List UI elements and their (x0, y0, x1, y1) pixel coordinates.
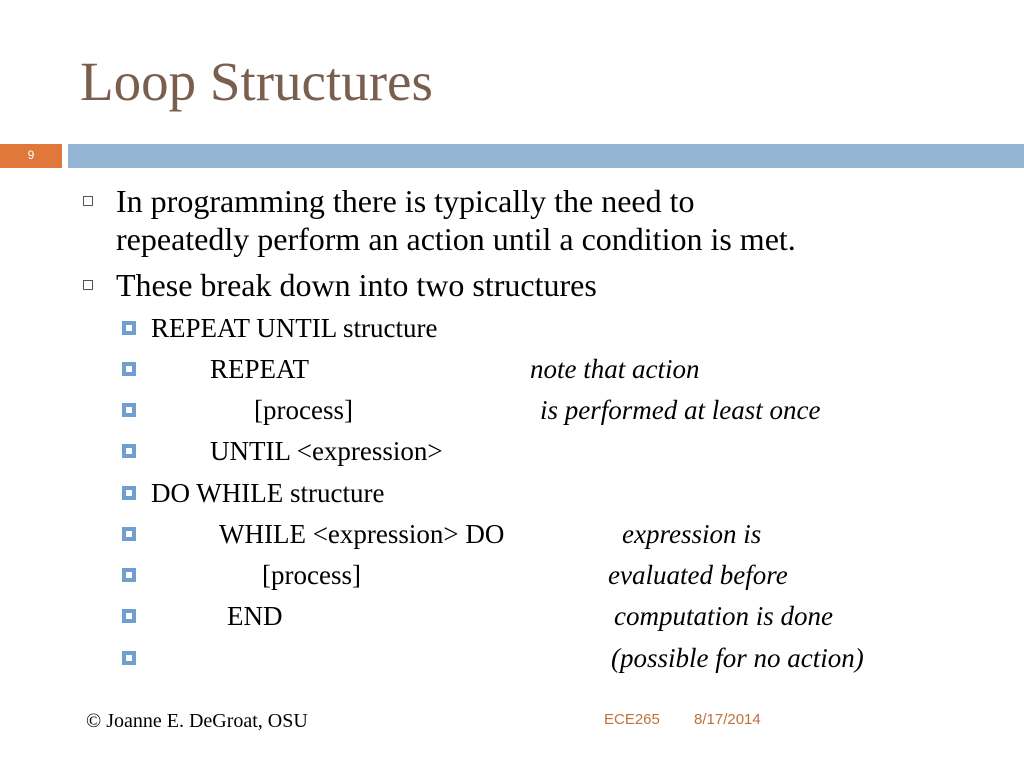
square-bullet-icon (122, 444, 136, 458)
square-bullet-icon (122, 321, 136, 335)
sub-bullet-text: END (227, 601, 283, 631)
sub-bullet-text: REPEAT (210, 354, 310, 384)
square-bullet-icon (122, 527, 136, 541)
footer-date: 8/17/2014 (694, 711, 761, 728)
sub-bullet-text: WHILE <expression> DO (219, 519, 505, 549)
sub-bullet-note: note that action (530, 354, 700, 384)
square-bullet-icon (122, 609, 136, 623)
sub-bullet-text: [process] (262, 560, 361, 590)
bullet-text: In programming there is typically the need to (116, 183, 695, 219)
slide-number: 9 (27, 148, 35, 162)
footer-course: ECE265 (604, 711, 660, 728)
square-bullet-icon (122, 651, 136, 665)
bullet-text: These break down into two structures (116, 267, 597, 303)
hollow-square-bullet-icon (83, 196, 93, 206)
hollow-square-bullet-icon (83, 280, 93, 290)
sub-bullet-text: DO WHILE structure (151, 478, 385, 508)
slide-number-badge (0, 144, 62, 168)
square-bullet-icon (122, 568, 136, 582)
sub-bullet-text: UNTIL <expression> (210, 436, 443, 466)
square-bullet-icon (122, 403, 136, 417)
slide-title: Loop Structures (80, 51, 433, 112)
square-bullet-icon (122, 486, 136, 500)
sub-bullet-note: (possible for no action) (611, 643, 864, 673)
sub-bullet-text: REPEAT UNTIL structure (151, 313, 438, 343)
footer-author: © Joanne E. DeGroat, OSU (86, 710, 308, 732)
square-bullet-icon (122, 362, 136, 376)
sub-bullet-note: evaluated before (608, 560, 788, 590)
sub-bullet-note: is performed at least once (540, 395, 821, 425)
sub-bullet-note: expression is (622, 519, 762, 549)
sub-bullet-note: computation is done (614, 601, 833, 631)
header-band (68, 144, 1024, 168)
bullet-text: repeatedly perform an action until a condition is met. (116, 221, 796, 257)
sub-bullet-text: [process] (254, 395, 353, 425)
